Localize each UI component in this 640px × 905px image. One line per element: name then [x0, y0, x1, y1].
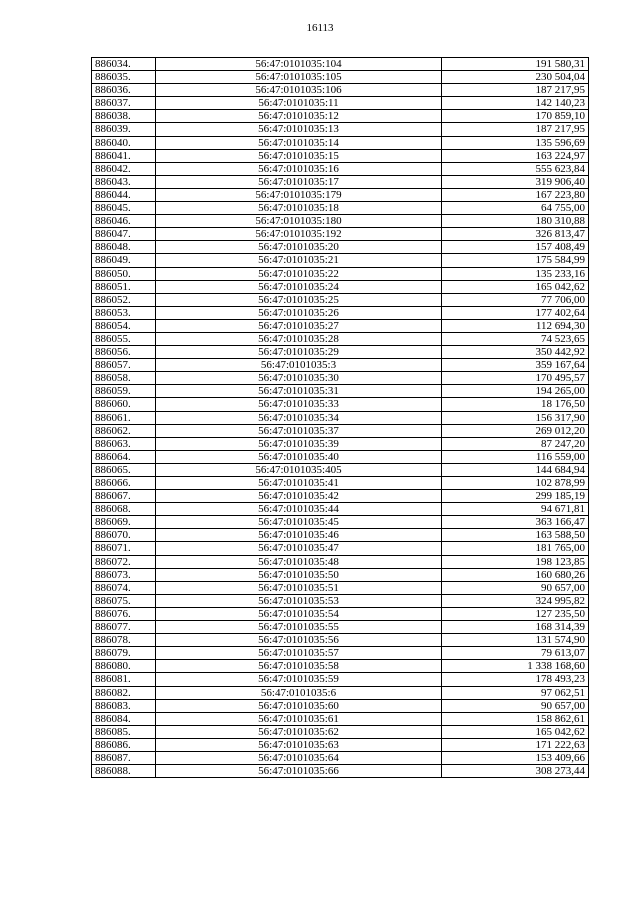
table-row: [92, 346, 589, 359]
row-number-cell: 886081.: [92, 673, 156, 686]
cadastral-number-cell: 56:47:0101035:56: [156, 634, 442, 647]
table-row: [92, 372, 589, 385]
cadastral-value-cell: 191 580,31: [442, 58, 589, 71]
cadastral-number-cell: 56:47:0101035:46: [156, 529, 442, 542]
row-number-cell: 886078.: [92, 634, 156, 647]
table-row: [92, 84, 589, 97]
table-row: [92, 58, 589, 71]
cadastral-value-cell: 170 495,57: [442, 372, 589, 385]
cadastral-value-cell: 230 504,04: [442, 71, 589, 84]
row-number-cell: 886044.: [92, 188, 156, 201]
table-row: [92, 385, 589, 398]
table-row: [92, 581, 589, 594]
table-row: [92, 228, 589, 241]
row-number-cell: 886072.: [92, 555, 156, 568]
row-number-cell: 886062.: [92, 424, 156, 437]
row-number-cell: 886054.: [92, 319, 156, 332]
cadastral-value-cell: 299 185,19: [442, 490, 589, 503]
cadastral-number-cell: 56:47:0101035:62: [156, 725, 442, 738]
cadastral-number-cell: 56:47:0101035:25: [156, 293, 442, 306]
row-number-cell: 886071.: [92, 542, 156, 555]
cadastral-number-cell: 56:47:0101035:24: [156, 280, 442, 293]
cadastral-number-cell: 56:47:0101035:27: [156, 319, 442, 332]
cadastral-number-cell: 56:47:0101035:44: [156, 503, 442, 516]
cadastral-number-cell: 56:47:0101035:59: [156, 673, 442, 686]
row-number-cell: 886066.: [92, 477, 156, 490]
table-row: [92, 71, 589, 84]
table-row: [92, 660, 589, 673]
cadastral-value-cell: 163 224,97: [442, 149, 589, 162]
row-number-cell: 886086.: [92, 738, 156, 751]
cadastral-value-cell: 116 559,00: [442, 450, 589, 463]
cadastral-value-cell: 269 012,20: [442, 424, 589, 437]
row-number-cell: 886049.: [92, 254, 156, 267]
table-row: [92, 621, 589, 634]
row-number-cell: 886085.: [92, 725, 156, 738]
cadastral-value-cell: 187 217,95: [442, 84, 589, 97]
cadastral-number-cell: 56:47:0101035:6: [156, 686, 442, 699]
row-number-cell: 886041.: [92, 149, 156, 162]
cadastral-number-cell: 56:47:0101035:21: [156, 254, 442, 267]
table-body: [92, 58, 589, 778]
cadastral-value-cell: 168 314,39: [442, 621, 589, 634]
cadastral-value-cell: 112 694,30: [442, 319, 589, 332]
table-row: [92, 555, 589, 568]
cadastral-number-cell: 56:47:0101035:33: [156, 398, 442, 411]
cadastral-number-cell: 56:47:0101035:13: [156, 123, 442, 136]
table-row: [92, 215, 589, 228]
page-number: 16113: [306, 22, 334, 34]
cadastral-number-cell: 56:47:0101035:31: [156, 385, 442, 398]
row-number-cell: 886084.: [92, 712, 156, 725]
table-row: [92, 359, 589, 372]
cadastral-value-cell: 165 042,62: [442, 725, 589, 738]
cadastral-value-cell: 153 409,66: [442, 751, 589, 764]
cadastral-value-cell: 127 235,50: [442, 607, 589, 620]
table-row: [92, 319, 589, 332]
row-number-cell: 886045.: [92, 202, 156, 215]
table-row: [92, 686, 589, 699]
cadastral-value-cell: 350 442,92: [442, 346, 589, 359]
table-row: [92, 699, 589, 712]
cadastral-value-cell: 194 265,00: [442, 385, 589, 398]
cadastral-number-cell: 56:47:0101035:11: [156, 97, 442, 110]
cadastral-value-cell: 163 588,50: [442, 529, 589, 542]
cadastral-number-cell: 56:47:0101035:30: [156, 372, 442, 385]
row-number-cell: 886087.: [92, 751, 156, 764]
row-number-cell: 886037.: [92, 97, 156, 110]
table-row: [92, 149, 589, 162]
cadastral-number-cell: 56:47:0101035:58: [156, 660, 442, 673]
row-number-cell: 886047.: [92, 228, 156, 241]
table-row: [92, 162, 589, 175]
table-row: [92, 712, 589, 725]
row-number-cell: 886057.: [92, 359, 156, 372]
row-number-cell: 886043.: [92, 175, 156, 188]
row-number-cell: 886059.: [92, 385, 156, 398]
cadastral-value-cell: 165 042,62: [442, 280, 589, 293]
row-number-cell: 886042.: [92, 162, 156, 175]
row-number-cell: 886035.: [92, 71, 156, 84]
row-number-cell: 886050.: [92, 267, 156, 280]
cadastral-number-cell: 56:47:0101035:26: [156, 306, 442, 319]
table-row: [92, 136, 589, 149]
table-row: [92, 398, 589, 411]
table-row: [92, 267, 589, 280]
row-number-cell: 886051.: [92, 280, 156, 293]
table-row: [92, 490, 589, 503]
cadastral-value-cell: 324 995,82: [442, 594, 589, 607]
table-row: [92, 516, 589, 529]
cadastral-number-cell: 56:47:0101035:405: [156, 463, 442, 476]
cadastral-number-cell: 56:47:0101035:57: [156, 647, 442, 660]
row-number-cell: 886053.: [92, 306, 156, 319]
cadastral-value-cell: 97 062,51: [442, 686, 589, 699]
cadastral-value-cell: 170 859,10: [442, 110, 589, 123]
table-row: [92, 332, 589, 345]
cadastral-value-cell: 157 408,49: [442, 241, 589, 254]
cadastral-value-cell: 18 176,50: [442, 398, 589, 411]
cadastral-number-cell: 56:47:0101035:20: [156, 241, 442, 254]
cadastral-value-cell: 79 613,07: [442, 647, 589, 660]
row-number-cell: 886070.: [92, 529, 156, 542]
table-row: [92, 175, 589, 188]
table-row: [92, 477, 589, 490]
row-number-cell: 886039.: [92, 123, 156, 136]
table-row: [92, 188, 589, 201]
cadastral-number-cell: 56:47:0101035:61: [156, 712, 442, 725]
cadastral-value-cell: 187 217,95: [442, 123, 589, 136]
cadastral-value-cell: 171 222,63: [442, 738, 589, 751]
table-row: [92, 424, 589, 437]
row-number-cell: 886048.: [92, 241, 156, 254]
table-row: [92, 673, 589, 686]
cadastral-value-cell: 160 680,26: [442, 568, 589, 581]
table-row: [92, 97, 589, 110]
row-number-cell: 886063.: [92, 437, 156, 450]
table-row: [92, 306, 589, 319]
table-row: [92, 568, 589, 581]
cadastral-number-cell: 56:47:0101035:179: [156, 188, 442, 201]
cadastral-number-cell: 56:47:0101035:180: [156, 215, 442, 228]
table-row: [92, 463, 589, 476]
table-row: [92, 725, 589, 738]
cadastral-value-cell: 1 338 168,60: [442, 660, 589, 673]
table-row: [92, 110, 589, 123]
row-number-cell: 886067.: [92, 490, 156, 503]
cadastral-number-cell: 56:47:0101035:29: [156, 346, 442, 359]
cadastral-number-cell: 56:47:0101035:34: [156, 411, 442, 424]
row-number-cell: 886060.: [92, 398, 156, 411]
table-row: [92, 254, 589, 267]
row-number-cell: 886055.: [92, 332, 156, 345]
cadastral-number-cell: 56:47:0101035:64: [156, 751, 442, 764]
cadastral-number-cell: 56:47:0101035:48: [156, 555, 442, 568]
cadastral-number-cell: 56:47:0101035:40: [156, 450, 442, 463]
row-number-cell: 886046.: [92, 215, 156, 228]
cadastral-value-cell: 90 657,00: [442, 581, 589, 594]
cadastral-value-cell: 64 755,00: [442, 202, 589, 215]
cadastral-value-cell: 326 813,47: [442, 228, 589, 241]
cadastral-number-cell: 56:47:0101035:66: [156, 765, 442, 778]
cadastral-value-cell: 198 123,85: [442, 555, 589, 568]
cadastral-value-cell: 319 906,40: [442, 175, 589, 188]
table-row: [92, 738, 589, 751]
row-number-cell: 886056.: [92, 346, 156, 359]
table-row: [92, 765, 589, 778]
cadastral-value-cell: 131 574,90: [442, 634, 589, 647]
table-row: [92, 123, 589, 136]
cadastral-number-cell: 56:47:0101035:22: [156, 267, 442, 280]
cadastral-value-cell: 359 167,64: [442, 359, 589, 372]
row-number-cell: 886052.: [92, 293, 156, 306]
cadastral-number-cell: 56:47:0101035:14: [156, 136, 442, 149]
cadastral-value-cell: 167 223,80: [442, 188, 589, 201]
cadastral-value-cell: 74 523,65: [442, 332, 589, 345]
row-number-cell: 886061.: [92, 411, 156, 424]
row-number-cell: 886069.: [92, 516, 156, 529]
cadastral-value-cell: 135 233,16: [442, 267, 589, 280]
row-number-cell: 886088.: [92, 765, 156, 778]
table-row: [92, 450, 589, 463]
cadastral-number-cell: 56:47:0101035:15: [156, 149, 442, 162]
table-row: [92, 411, 589, 424]
cadastral-value-table: [91, 57, 589, 778]
table-row: [92, 280, 589, 293]
cadastral-value-cell: 175 584,99: [442, 254, 589, 267]
cadastral-value-cell: 156 317,90: [442, 411, 589, 424]
cadastral-value-cell: 144 684,94: [442, 463, 589, 476]
row-number-cell: 886080.: [92, 660, 156, 673]
cadastral-number-cell: 56:47:0101035:16: [156, 162, 442, 175]
cadastral-number-cell: 56:47:0101035:54: [156, 607, 442, 620]
cadastral-number-cell: 56:47:0101035:12: [156, 110, 442, 123]
cadastral-value-cell: 555 623,84: [442, 162, 589, 175]
row-number-cell: 886075.: [92, 594, 156, 607]
row-number-cell: 886079.: [92, 647, 156, 660]
table-row: [92, 241, 589, 254]
table-row: [92, 634, 589, 647]
cadastral-number-cell: 56:47:0101035:105: [156, 71, 442, 84]
cadastral-number-cell: 56:47:0101035:104: [156, 58, 442, 71]
row-number-cell: 886076.: [92, 607, 156, 620]
row-number-cell: 886036.: [92, 84, 156, 97]
row-number-cell: 886064.: [92, 450, 156, 463]
row-number-cell: 886065.: [92, 463, 156, 476]
table-row: [92, 503, 589, 516]
cadastral-value-cell: 135 596,69: [442, 136, 589, 149]
table-row: [92, 202, 589, 215]
table-row: [92, 647, 589, 660]
cadastral-number-cell: 56:47:0101035:18: [156, 202, 442, 215]
cadastral-number-cell: 56:47:0101035:192: [156, 228, 442, 241]
row-number-cell: 886068.: [92, 503, 156, 516]
cadastral-number-cell: 56:47:0101035:45: [156, 516, 442, 529]
table-row: [92, 293, 589, 306]
cadastral-value-cell: 178 493,23: [442, 673, 589, 686]
cadastral-value-cell: 102 878,99: [442, 477, 589, 490]
cadastral-value-cell: 180 310,88: [442, 215, 589, 228]
cadastral-number-cell: 56:47:0101035:47: [156, 542, 442, 555]
cadastral-number-cell: 56:47:0101035:106: [156, 84, 442, 97]
table-row: [92, 594, 589, 607]
cadastral-number-cell: 56:47:0101035:28: [156, 332, 442, 345]
cadastral-number-cell: 56:47:0101035:41: [156, 477, 442, 490]
cadastral-value-cell: 181 765,00: [442, 542, 589, 555]
cadastral-value-cell: 90 657,00: [442, 699, 589, 712]
cadastral-value-cell: 158 862,61: [442, 712, 589, 725]
row-number-cell: 886083.: [92, 699, 156, 712]
table-row: [92, 542, 589, 555]
cadastral-value-cell: 77 706,00: [442, 293, 589, 306]
cadastral-value-cell: 87 247,20: [442, 437, 589, 450]
row-number-cell: 886040.: [92, 136, 156, 149]
cadastral-number-cell: 56:47:0101035:51: [156, 581, 442, 594]
cadastral-number-cell: 56:47:0101035:63: [156, 738, 442, 751]
row-number-cell: 886038.: [92, 110, 156, 123]
cadastral-value-cell: 308 273,44: [442, 765, 589, 778]
row-number-cell: 886077.: [92, 621, 156, 634]
cadastral-number-cell: 56:47:0101035:39: [156, 437, 442, 450]
cadastral-number-cell: 56:47:0101035:17: [156, 175, 442, 188]
cadastral-number-cell: 56:47:0101035:53: [156, 594, 442, 607]
cadastral-value-cell: 142 140,23: [442, 97, 589, 110]
cadastral-number-cell: 56:47:0101035:60: [156, 699, 442, 712]
table-row: [92, 437, 589, 450]
table-row: [92, 529, 589, 542]
row-number-cell: 886074.: [92, 581, 156, 594]
cadastral-value-cell: 177 402,64: [442, 306, 589, 319]
cadastral-number-cell: 56:47:0101035:50: [156, 568, 442, 581]
table-row: [92, 607, 589, 620]
row-number-cell: 886034.: [92, 58, 156, 71]
cadastral-number-cell: 56:47:0101035:55: [156, 621, 442, 634]
cadastral-number-cell: 56:47:0101035:42: [156, 490, 442, 503]
cadastral-value-cell: 94 671,81: [442, 503, 589, 516]
cadastral-number-cell: 56:47:0101035:37: [156, 424, 442, 437]
row-number-cell: 886082.: [92, 686, 156, 699]
row-number-cell: 886073.: [92, 568, 156, 581]
cadastral-number-cell: 56:47:0101035:3: [156, 359, 442, 372]
table-row: [92, 751, 589, 764]
row-number-cell: 886058.: [92, 372, 156, 385]
cadastral-value-cell: 363 166,47: [442, 516, 589, 529]
